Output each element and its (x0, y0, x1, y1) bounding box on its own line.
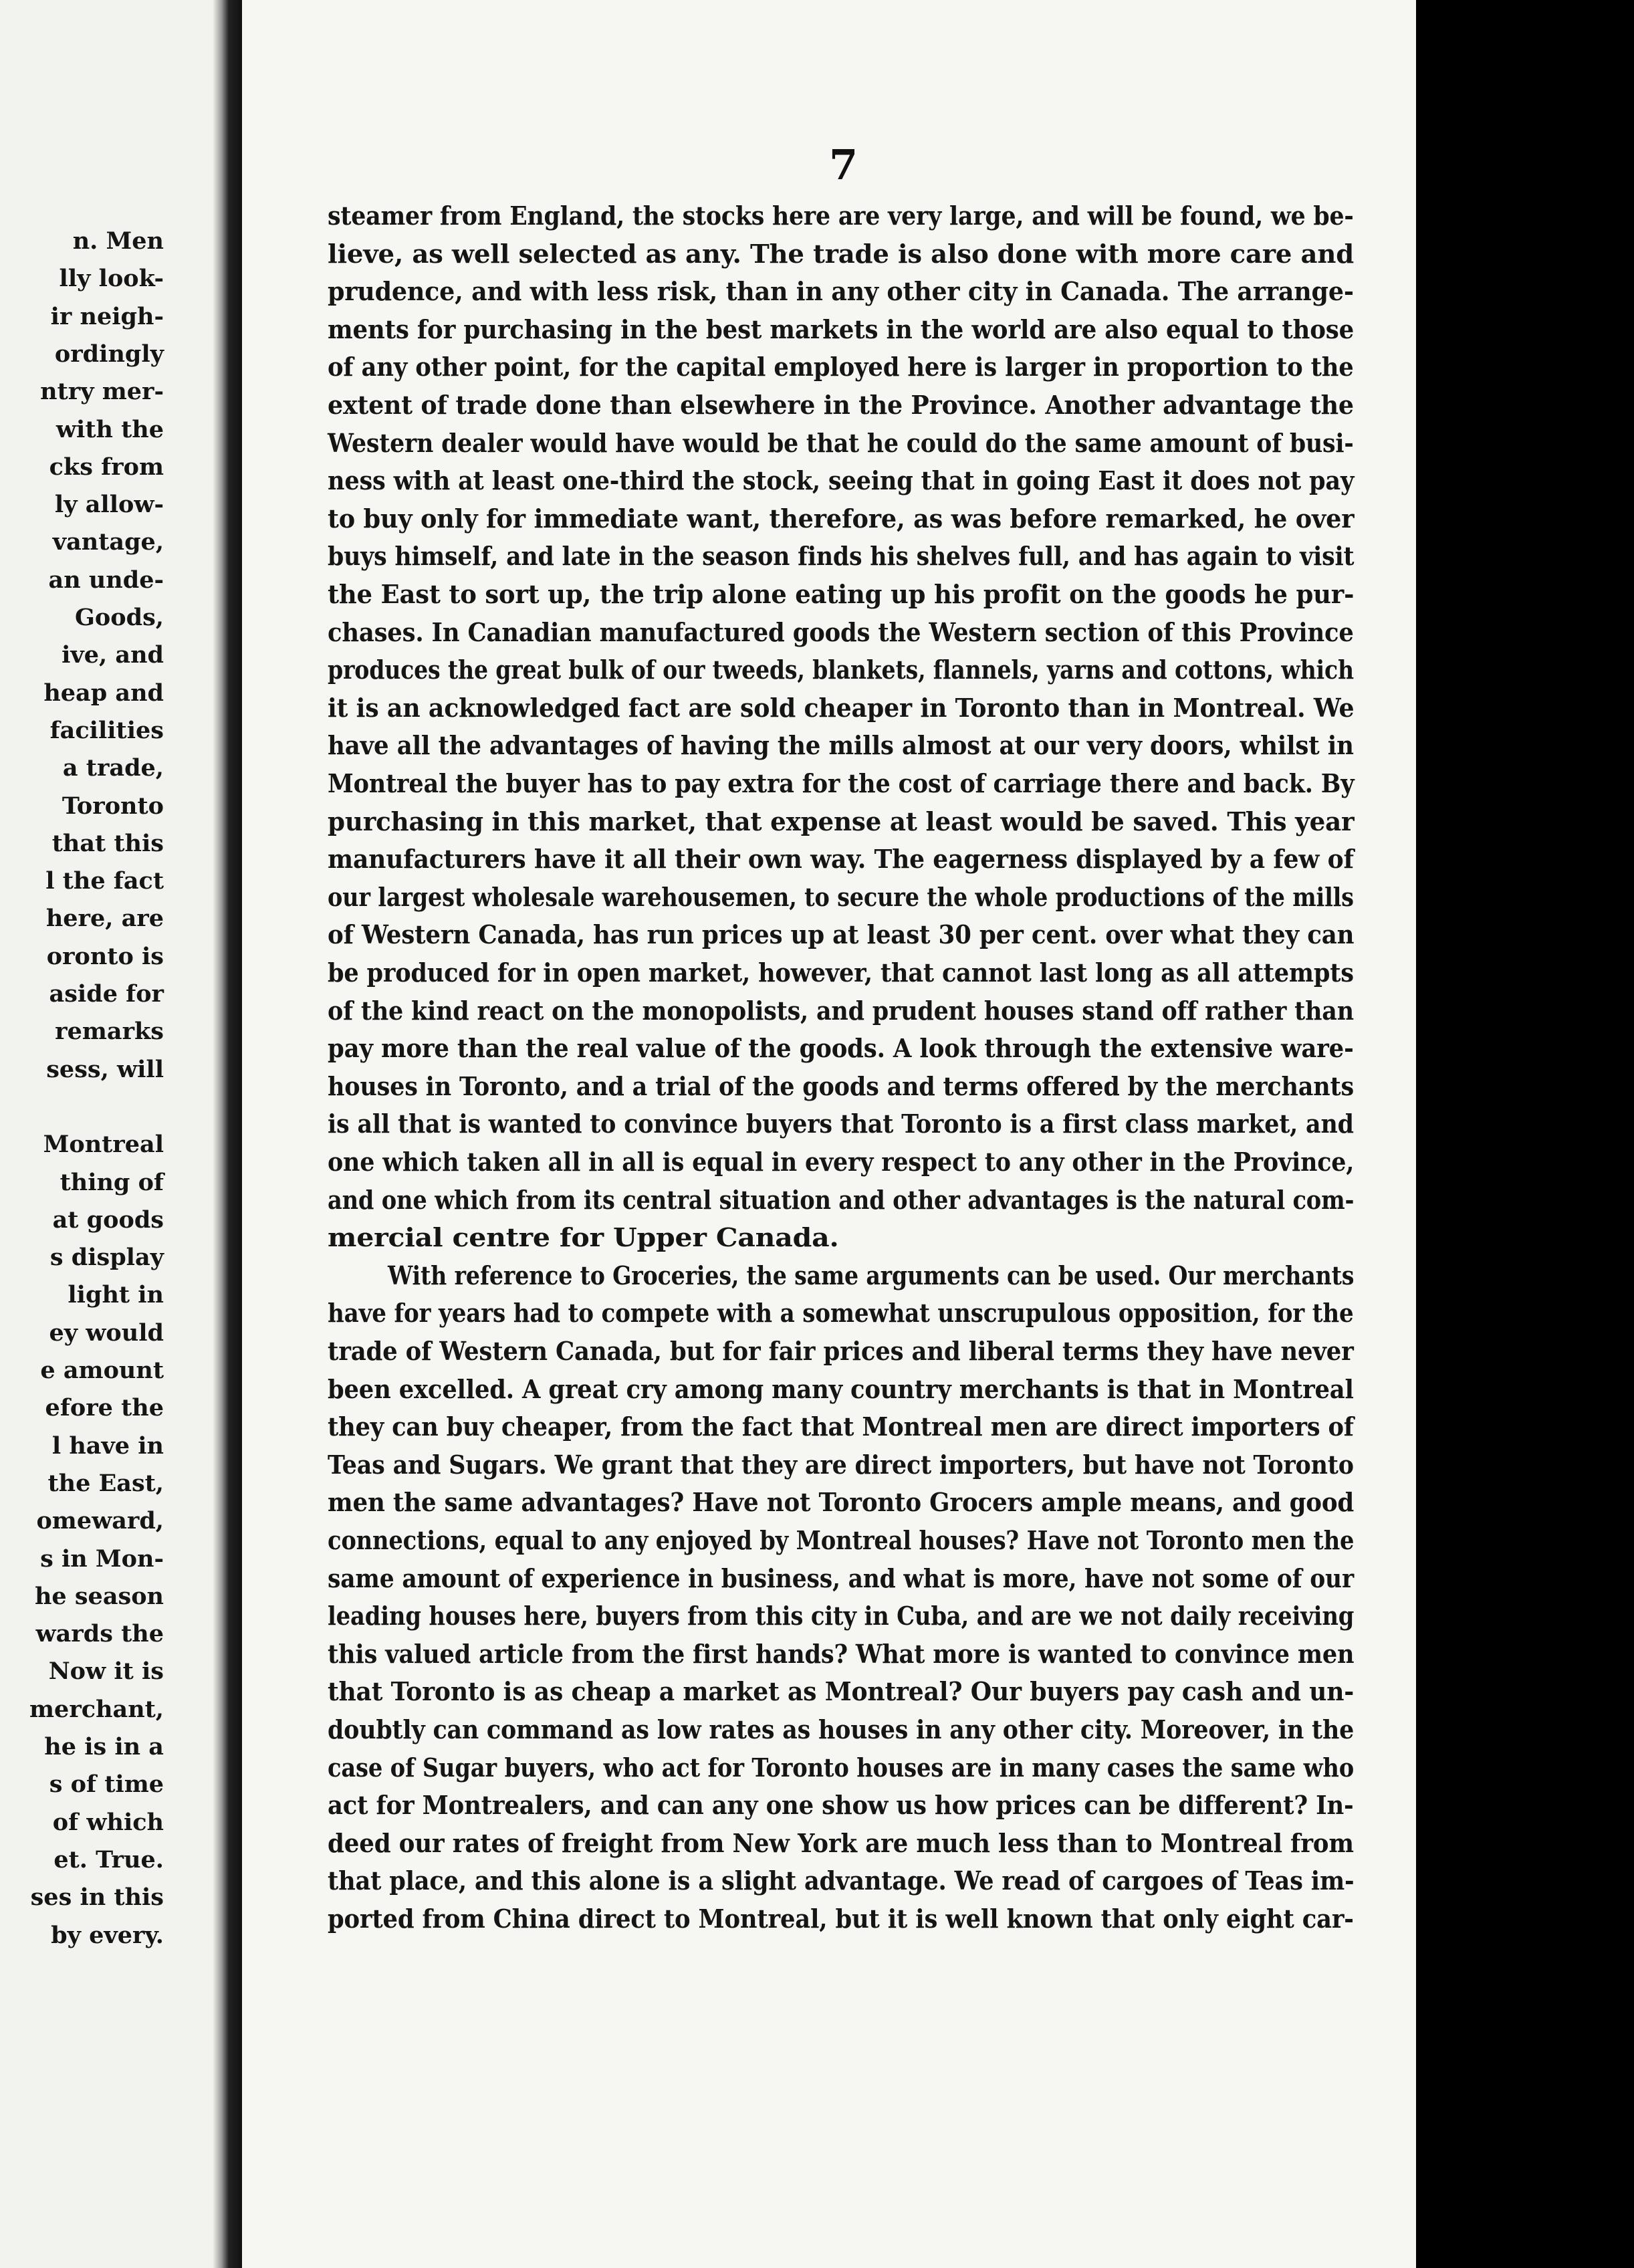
left-fragment-line: thing of (60, 1168, 164, 1196)
body-line: our largest wholesale warehousemen, to secure the whole productions of the mills (328, 881, 1354, 912)
left-fragment-line: an unde- (48, 566, 164, 594)
left-fragment-line: s display (49, 1244, 164, 1272)
body-line: men the same advantages? Have not Toronto Grocers ample means, and good (328, 1487, 1355, 1518)
left-fragment-line: Montreal (43, 1131, 164, 1159)
left-fragment-line: he is in a (44, 1733, 164, 1761)
body-line: case of Sugar buyers, who act for Toronto houses are in many cases the same who (328, 1752, 1355, 1783)
body-line: deed our rates of freight from New York are much less than to Montreal from (328, 1827, 1354, 1858)
left-fragment-line: with the (55, 415, 164, 443)
left-fragment-line: l have in (51, 1432, 164, 1460)
body-line: trade of Western Canada, but for fair prices and liberal terms they have never (328, 1336, 1354, 1366)
body-line: steamer from England, the stocks here are very large, and will be found, we be- (328, 201, 1354, 231)
left-fragment-line: ses in this (30, 1884, 164, 1912)
body-line: of any other point, for the capital employed here is larger in proportion to the (328, 352, 1354, 382)
body-line: extent of trade done than elsewhere in the Province. Another advantage the (328, 390, 1354, 420)
left-fragment-line: ir neigh- (50, 302, 164, 330)
body-line: prudence, and with less risk, than in any other city in Canada. The arrange- (328, 276, 1354, 307)
left-fragment-line: lly look- (59, 265, 164, 293)
body-line: ness with at least one-third the stock, seeing that in going East it does not pay (328, 465, 1355, 496)
body-line: this valued article from the first hands? What more is wanted to convince men (328, 1638, 1355, 1669)
left-fragment-line: ordingly (54, 340, 164, 368)
body-line: ments for purchasing in the best markets in the world are also equal to those (328, 314, 1355, 344)
left-fragment-line: the East, (47, 1469, 164, 1497)
body-line: be produced for in open market, however, that cannot last long as all attempts (328, 957, 1354, 988)
body-line: of the kind react on the monopolists, and prudent houses stand off rather than (328, 995, 1354, 1026)
body-line: connections, equal to any enjoyed by Montreal houses? Have not Toronto men the (328, 1525, 1355, 1555)
page-number: 7 (829, 140, 858, 189)
body-line: it is an acknowledged fact are sold cheaper in Toronto than in Montreal. We (328, 692, 1355, 723)
body-line: is all that is wanted to convince buyers that Toronto is a first class market, and (328, 1109, 1354, 1139)
left-fragment-line: at goods (52, 1206, 164, 1234)
left-fragment-line: e amount (40, 1357, 164, 1384)
left-fragment-line: heap and (43, 679, 164, 707)
left-fragment-line: ntry mer- (40, 378, 164, 406)
body-line: doubtly can command as low rates as houses in any other city. Moreover, in the (328, 1714, 1355, 1744)
body-line: have all the advantages of having the mills almost at our very doors, whilst in (328, 730, 1354, 761)
body-line: pay more than the real value of the goods. A look through the extensive ware- (328, 1033, 1354, 1064)
left-fragment-line: merchant, (29, 1695, 164, 1723)
body-line: leading houses here, buyers from this city in Cuba, and are we not daily receiving (328, 1601, 1355, 1631)
left-fragment-line: here, are (45, 905, 164, 933)
body-line: With reference to Groceries, the same arguments can be used. Our merchants (388, 1260, 1355, 1290)
body-line: mercial centre for Upper Canada. (328, 1222, 839, 1253)
body-line: that Toronto is as cheap a market as Montreal? Our buyers pay cash and un- (328, 1676, 1355, 1707)
body-line: the East to sort up, the trip alone eating up his profit on the goods he pur- (328, 579, 1355, 609)
body-line: of Western Canada, has run prices up at least 30 per cent. over what they can (328, 919, 1355, 950)
left-fragment-line: Goods, (75, 604, 164, 631)
left-fragment-line: aside for (49, 980, 164, 1008)
body-line: buys himself, and late in the season finds his shelves full, and has again to visit (328, 541, 1355, 572)
body-line: manufacturers have it all their own way. The eagerness displayed by a few of (328, 844, 1354, 875)
body-line: lieve, as well selected as any. The trade is also done with more care and (328, 238, 1355, 269)
body-line: purchasing in this market, that expense at least would be saved. This year (328, 806, 1355, 836)
left-fragment-line: n. Men (72, 227, 164, 255)
left-fragment-line: cks from (49, 453, 164, 481)
left-fragment-line: light in (68, 1281, 164, 1309)
left-fragment-line: Toronto (62, 792, 164, 820)
body-line: same amount of experience in business, and what is more, have not some of our (328, 1563, 1354, 1593)
body-line: have for years had to compete with a somewhat unscrupulous opposition, for the (328, 1298, 1354, 1329)
body-line: produces the great bulk of our tweeds, blankets, flannels, yarns and cottons, which (328, 655, 1354, 685)
left-fragment-line: remarks (55, 1018, 164, 1046)
body-line: Teas and Sugars. We grant that they are direct importers, but have not Toronto (328, 1449, 1354, 1480)
left-fragment-line: efore the (45, 1394, 164, 1422)
body-line: they can buy cheaper, from the fact that Montreal men are direct importers of (328, 1411, 1354, 1442)
left-fragment-line: facilities (49, 716, 164, 744)
body-line: to buy only for immediate want, therefore, as was before remarked, he over (328, 503, 1355, 534)
left-fragment-line: a trade, (62, 754, 164, 782)
body-line: been excelled. A great cry among many country merchants is that in Montreal (328, 1373, 1354, 1404)
body-line: act for Montrealers, and can any one show us how prices can be different? In- (328, 1790, 1354, 1821)
left-fragment-line: sess, will (46, 1055, 164, 1083)
book-gutter (213, 0, 242, 2268)
left-fragment-line: s in Mon- (40, 1545, 164, 1573)
body-line: one which taken all in all is equal in every respect to any other in the Province, (328, 1147, 1355, 1177)
body-line: Montreal the buyer has to pay extra for the cost of carriage there and back. By (328, 768, 1355, 798)
left-fragment-line: ive, and (62, 641, 164, 669)
body-line: that place, and this alone is a slight advantage. We read of cargoes of Teas im- (328, 1865, 1355, 1896)
body-line: ported from China direct to Montreal, but it is well known that only eight car- (328, 1904, 1354, 1934)
left-fragment-line: oronto is (46, 942, 164, 970)
left-fragment-line: Now it is (48, 1658, 164, 1686)
left-fragment-line: of which (52, 1808, 164, 1836)
left-fragment-line: by every. (51, 1921, 164, 1949)
left-fragment-line: ly allow- (54, 491, 164, 519)
left-fragment-line: et. True. (53, 1845, 164, 1874)
left-fragment-line: s of time (49, 1771, 164, 1799)
body-line: Western dealer would have would be that he could do the same amount of busi- (328, 427, 1354, 458)
body-line: and one which from its central situation and other advantages is the natural com- (328, 1184, 1355, 1215)
left-fragment-line: that this (51, 829, 164, 857)
left-fragment-line: omeward, (36, 1507, 164, 1535)
left-fragment-line: ey would (49, 1319, 164, 1347)
left-fragment-line: l the fact (45, 867, 164, 895)
body-line: houses in Toronto, and a trial of the goods and terms offered by the merchants (328, 1070, 1354, 1101)
left-fragment-line: he season (34, 1582, 164, 1610)
body-line: chases. In Canadian manufactured goods the Western section of this Province (328, 616, 1354, 647)
left-fragment-line: vantage, (52, 528, 164, 556)
left-fragment-line: wards the (35, 1620, 164, 1648)
